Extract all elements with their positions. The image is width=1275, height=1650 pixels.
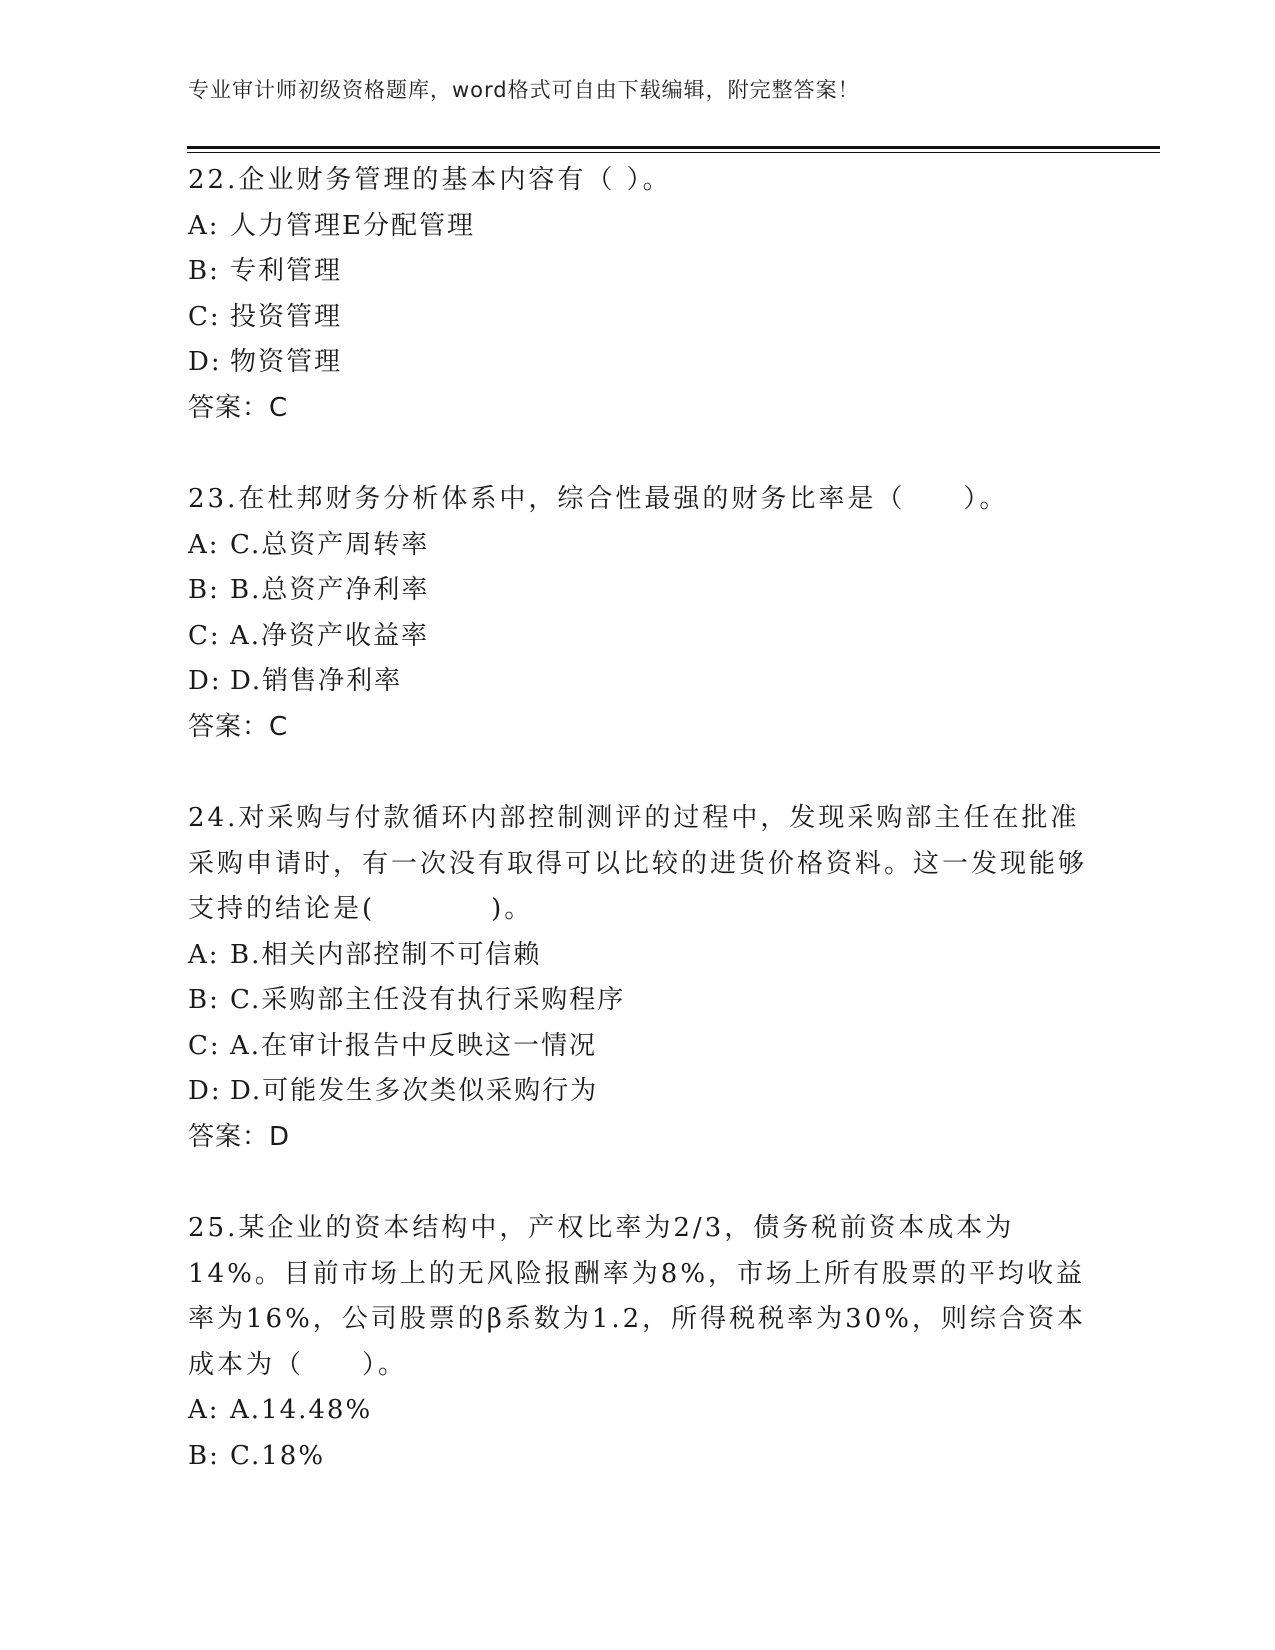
option-letter: A: xyxy=(188,939,220,970)
question-stem: 25.某企业的资本结构中，产权比率为2/3，债务税前资本成本为14%。目前市场上的无风险报酬率为8%，市场上所有股票的平均收益率为16%，公司股票的β系数为1.2，所得税税率为30%，则综合资本成本为（ ）。 xyxy=(188,1213,1086,1380)
option-letter: D: xyxy=(188,347,222,377)
option-d xyxy=(188,1069,1088,1115)
option-text: B.总资产净利率 xyxy=(230,575,430,605)
option-letter: B: xyxy=(188,1440,220,1471)
option-a xyxy=(188,1388,1088,1434)
option-d xyxy=(188,659,1088,705)
option-b xyxy=(188,978,1088,1024)
option-b xyxy=(188,1434,1088,1480)
option-text: 人力管理E分配管理 xyxy=(230,210,475,241)
option-text: B.相关内部控制不可信赖 xyxy=(230,939,542,970)
option-text: D.销售净利率 xyxy=(230,666,403,696)
option-letter: C: xyxy=(188,620,221,651)
option-list xyxy=(188,1388,1088,1479)
option-list xyxy=(188,204,1088,386)
option-text: C.总资产周转率 xyxy=(230,529,430,560)
question-22 xyxy=(188,158,1088,431)
question-25 xyxy=(188,1206,1088,1479)
option-letter: A: xyxy=(188,1395,220,1425)
option-d xyxy=(188,340,1088,386)
option-letter: B: xyxy=(188,575,220,605)
question-stem: 22.企业财务管理的基本内容有（ ）。 xyxy=(188,165,672,195)
option-a xyxy=(188,933,1088,979)
option-letter: A: xyxy=(188,529,220,560)
option-text: 物资管理 xyxy=(230,347,343,377)
header-rule-thin xyxy=(187,152,1160,153)
option-text: 投资管理 xyxy=(230,301,343,332)
question-24 xyxy=(188,796,1088,1160)
answer-label: 答案：C xyxy=(188,711,289,742)
option-list xyxy=(188,523,1088,705)
option-letter: C: xyxy=(188,1030,221,1061)
question-list xyxy=(188,158,1088,1479)
option-c xyxy=(188,295,1088,341)
answer-label: 答案：D xyxy=(188,1121,291,1152)
option-letter: D: xyxy=(188,666,222,696)
question-stem: 23.在杜邦财务分析体系中，综合性最强的财务比率是（ ）。 xyxy=(188,484,1009,514)
answer-label: 答案：C xyxy=(188,392,289,423)
option-b xyxy=(188,249,1088,295)
question-stem: 24.对采购与付款循环内部控制测评的过程中，发现采购部主任在批准采购申请时，有一次没有取得可以比较的进货价格资料。这一发现能够支持的结论是( )。 xyxy=(188,803,1088,924)
option-a xyxy=(188,523,1088,569)
header-rule-thick xyxy=(187,146,1160,149)
option-text: A.在审计报告中反映这一情况 xyxy=(230,1030,598,1061)
option-text: A.净资产收益率 xyxy=(230,620,430,651)
option-b xyxy=(188,568,1088,614)
option-list xyxy=(188,933,1088,1115)
option-text: D.可能发生多次类似采购行为 xyxy=(230,1076,599,1106)
question-23 xyxy=(188,477,1088,750)
option-letter: D: xyxy=(188,1076,222,1106)
option-c xyxy=(188,614,1088,660)
option-text: C.18% xyxy=(230,1440,326,1471)
option-text: 专利管理 xyxy=(230,256,343,286)
option-letter: A: xyxy=(188,210,220,241)
option-a xyxy=(188,204,1088,250)
option-text: A.14.48% xyxy=(230,1395,373,1425)
option-text: C.采购部主任没有执行采购程序 xyxy=(230,985,626,1015)
option-letter: C: xyxy=(188,301,221,332)
page-header: 专业审计师初级资格题库，word格式可自由下载编辑，附完整答案！ xyxy=(188,78,860,102)
option-letter: B: xyxy=(188,256,220,286)
option-c xyxy=(188,1024,1088,1070)
option-letter: B: xyxy=(188,985,220,1015)
